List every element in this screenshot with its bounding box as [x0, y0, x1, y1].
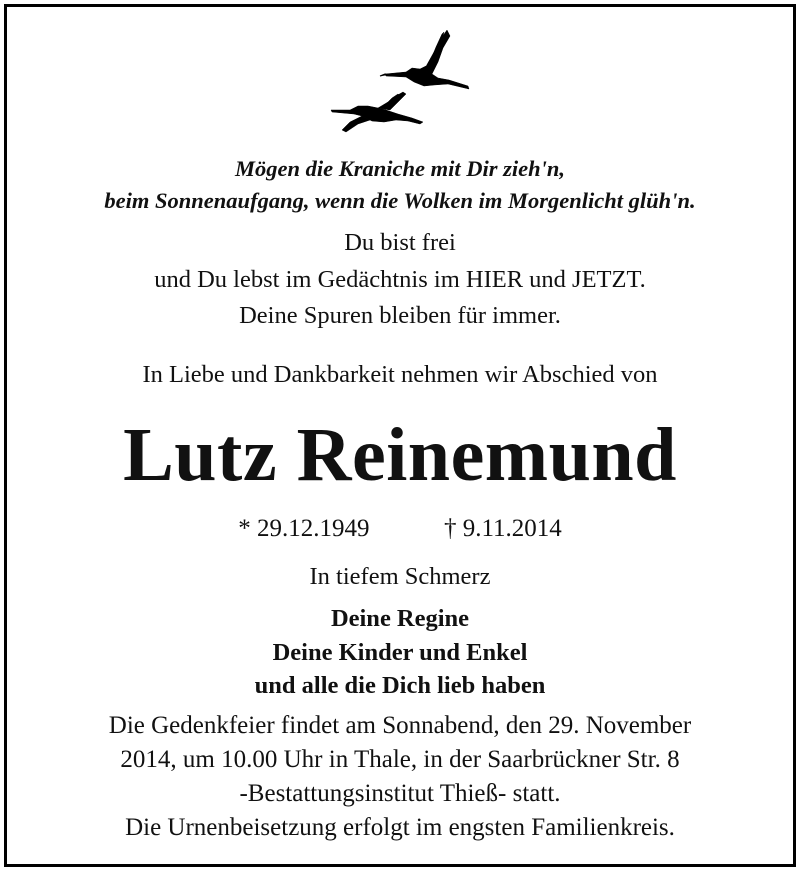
memorial-info-line: -Bestattungsinstitut Thieß- statt. [239, 780, 561, 807]
crane-upper [380, 30, 469, 89]
cranes-icon [328, 22, 478, 137]
memorial-info-line: 2014, um 10.00 Uhr in Thale, in der Saarbrückner Str. 8 [120, 746, 680, 773]
crane-lower [331, 92, 423, 132]
birth-date: * 29.12.1949 [238, 515, 370, 542]
verse-line: Deine Spuren bleiben für immer. [239, 302, 561, 329]
signature-line: und alle die Dich lieb haben [254, 672, 546, 699]
signature-line: Deine Kinder und Enkel [272, 639, 528, 666]
deceased-name: Lutz Reinemund [123, 413, 677, 497]
life-dates [0, 515, 800, 543]
verse-line: und Du lebst im Gedächtnis im HIER und JETZT. [154, 266, 646, 293]
poem-line: Mögen die Kraniche mit Dir zieh'n, [234, 156, 566, 181]
signature-line: Deine Regine [330, 605, 470, 632]
memorial-info-line: Die Gedenkfeier findet am Sonnabend, den 29. November [108, 712, 692, 739]
verse-line: Du bist frei [344, 229, 456, 256]
death-date: † 9.11.2014 [443, 515, 562, 542]
poem-line: beim Sonnenaufgang, wenn die Wolken im Morgenlicht glüh'n. [104, 188, 696, 213]
memorial-info-line: Die Urnenbeisetzung erfolgt im engsten Familienkreis. [125, 814, 675, 841]
farewell-text: In Liebe und Dankbarkeit nehmen wir Abschied von [142, 361, 658, 388]
mourning-text: In tiefem Schmerz [309, 563, 491, 590]
